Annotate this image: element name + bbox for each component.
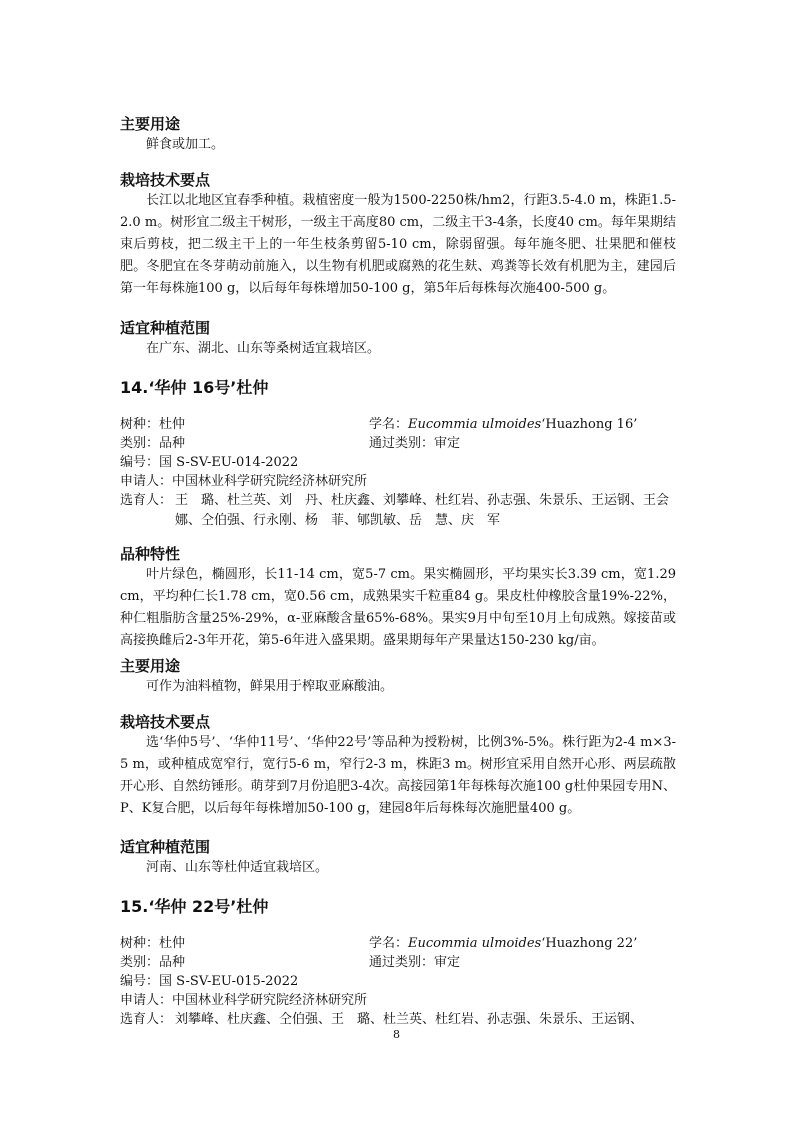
variety-15-title: 15.‘华仲 22号’杜仲	[120, 897, 269, 916]
species-field: 树种：杜仲	[120, 417, 186, 432]
applicant-field-15: 申请人：中国林业科学研究院经济林研究所	[120, 993, 368, 1008]
scientific-name-label: 学名：	[369, 417, 409, 432]
scientific-name: Eucommia ulmoides	[408, 417, 542, 432]
scientific-name-15: Eucommia ulmoides	[408, 936, 542, 951]
planting-range-heading: 适宜种植范围	[120, 319, 211, 337]
code-field-15: 编号：国 S-SV-EU-015-2022	[120, 974, 299, 989]
cultivation-text: 长江以北地区宜春季种植。栽植密度一般为1500-2250株/hm2，行距3.5-4.0 m，株距1.5-2.0 m。树形宜二级主干树形，一级主干高度80 cm，二级主干3-4条，长度40 cm。每年果期结束后剪枝，把二级主干上的一年生枝条剪留5-10 cm，除弱留强。每年施冬肥、壮果肥和催枝肥。冬肥宜在冬芽萌动前施入，以生物有机肥或腐熟的花生麸、鸡粪等长效有机肥为主，建园后第一年每株施100 g，以后每年每株增加50-100 g，第5年后每株每次施400-500 g。	[120, 193, 676, 296]
code-field: 编号：国 S-SV-EU-014-2022	[120, 455, 299, 470]
main-use-text-14: 可作为油料植物，鲜果用于榨取亚麻酸油。	[146, 679, 394, 694]
planting-range-text: 在广东、湖北、山东等桑树适宜栽培区。	[146, 341, 381, 356]
cultivar-name: ‘Huazhong 16’	[541, 417, 638, 432]
breeders-label: 选育人：	[120, 493, 173, 508]
scientific-name-field	[369, 415, 637, 435]
species-field-15: 树种：杜仲	[120, 936, 186, 951]
pass-type-field-15: 通过类别：审定	[369, 955, 461, 970]
scientific-name-label-15: 学名：	[369, 936, 409, 951]
main-use-text: 鲜食或加工。	[146, 137, 225, 152]
cultivation-heading-14: 栽培技术要点	[120, 713, 211, 731]
page-number: 8	[393, 1028, 400, 1041]
cultivar-name-15: ‘Huazhong 22’	[541, 936, 638, 951]
category-field-15: 类别：品种	[120, 955, 186, 970]
main-use-heading: 主要用途	[120, 115, 181, 133]
planting-range-text-14: 河南、山东等杜仲适宜栽培区。	[146, 860, 329, 875]
main-use-heading-14: 主要用途	[120, 657, 181, 675]
cultivation-heading: 栽培技术要点	[120, 171, 211, 189]
planting-range-heading-14: 适宜种植范围	[120, 838, 211, 856]
scientific-name-field-15	[369, 934, 637, 954]
cultivation-text-14: 选‘华仲5号’、‘华仲11号’、‘华仲22号’等品种为授粉树，比例3%-5%。株行距为2-4 m×3-5 m，或种植成宽窄行，宽行5-6 m，窄行2-3 m，株距3 m。树形宜采用自然开心形、两层疏散开心形、自然纺锤形。萌芽到7月份追肥3-4次。高接园第1年每株每次施100 g杜仲果园专用N、P、K复合肥，以后每年每株增加50-100 g，建园8年后每株每次施肥量400 g。	[120, 735, 676, 816]
variety-14-title: 14.‘华仲 16号’杜仲	[120, 378, 269, 397]
traits-text: 叶片绿色，椭圆形，长11-14 cm，宽5-7 cm。果实椭圆形，平均果实长3.39 cm，宽1.29 cm，平均种仁长1.78 cm，宽0.56 cm，成熟果实千粒重84 g。果皮杜仲橡胶含量19%-22%，种仁粗脂肪含量25%-29%，α-亚麻酸含量65%-68%。果实9月中旬至10月上旬成熟。嫁接苗或高接换雌后2-3年开花，第5-6年进入盛果期。盛果期每年产果量达150-230 kg/亩。	[120, 567, 676, 648]
breeders-names-15: 刘攀峰、杜庆鑫、仝伯强、王 璐、杜兰英、杜红岩、孙志强、朱景乐、王运钢、	[175, 1012, 644, 1027]
traits-heading: 品种特性	[120, 545, 181, 563]
breeders-label-15: 选育人：	[120, 1012, 173, 1027]
breeders-names: 王 璐、杜兰英、刘 丹、杜庆鑫、刘攀峰、杜红岩、孙志强、朱景乐、王运钢、王会娜、仝伯强、行永刚、杨 菲、郇凯敏、岳 慧、庆 军	[175, 493, 670, 528]
pass-type-field: 通过类别：审定	[369, 436, 461, 451]
category-field: 类别：品种	[120, 436, 186, 451]
applicant-field: 申请人：中国林业科学研究院经济林研究所	[120, 474, 368, 489]
